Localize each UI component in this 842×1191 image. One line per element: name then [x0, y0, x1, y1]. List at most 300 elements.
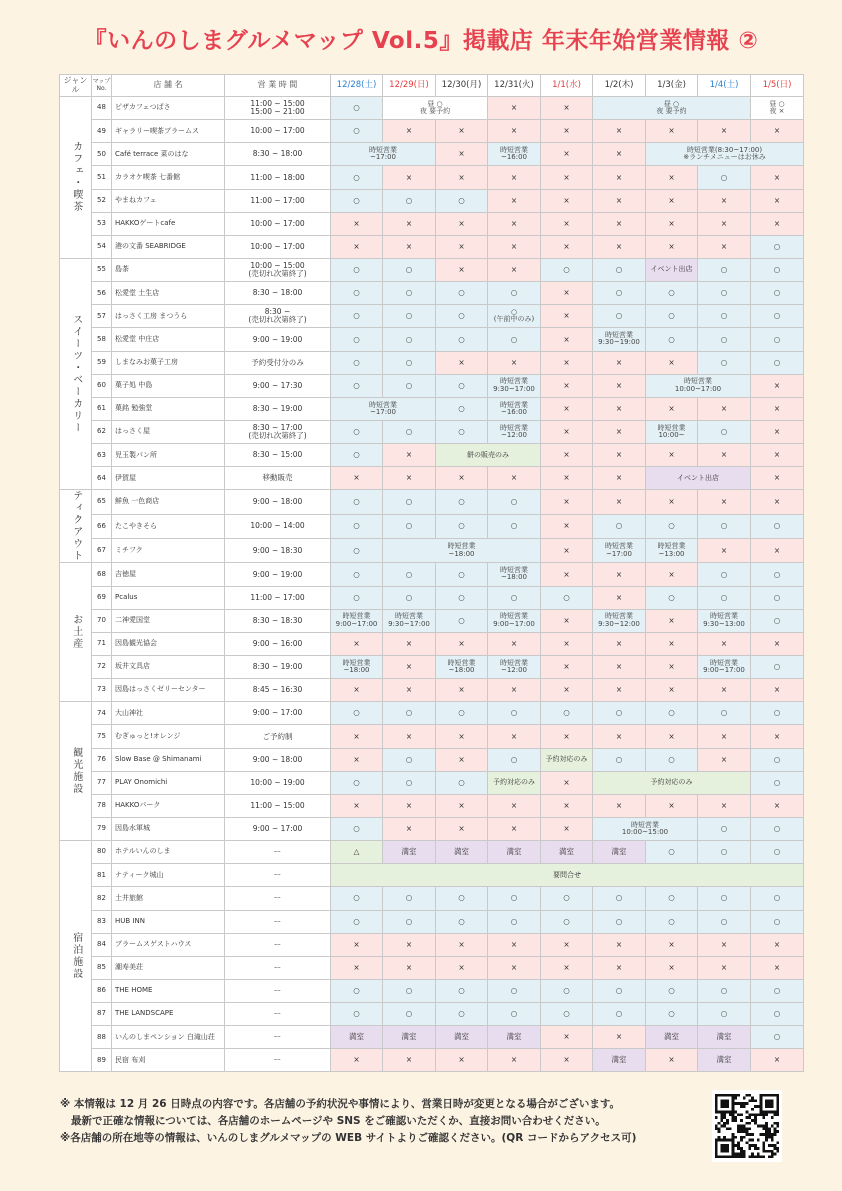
table-row: [60, 933, 804, 956]
genre-cell: [60, 97, 92, 259]
status-cell: ×: [331, 212, 383, 235]
business-hours: ー: [225, 979, 331, 1002]
status-cell: ×: [488, 933, 541, 956]
status-cell: ○: [541, 979, 593, 1002]
status-cell: ×: [331, 1049, 383, 1072]
status-cell: ×: [488, 725, 541, 748]
status-cell: ×: [488, 467, 541, 490]
map-number: 87: [92, 1003, 112, 1026]
status-cell: ○: [751, 586, 804, 609]
status-cell: ×: [383, 212, 436, 235]
map-number: 48: [92, 97, 112, 120]
status-cell: ×: [541, 1049, 593, 1072]
status-cell: ×: [593, 632, 646, 655]
status-cell: ×: [646, 725, 698, 748]
status-cell: ×: [383, 120, 436, 143]
status-cell: ×: [331, 679, 383, 702]
status-cell: ×: [593, 794, 646, 817]
note-line: 最新で正確な情報については、各店舗のホームページや SNS をご確認いただくか、直接お問い合わせください。: [60, 1115, 606, 1127]
status-cell: ×: [593, 351, 646, 374]
status-cell: ×: [488, 351, 541, 374]
status-cell: ×: [698, 235, 751, 258]
status-cell: ○: [541, 702, 593, 725]
map-number: 63: [92, 444, 112, 467]
status-cell: ×: [698, 397, 751, 420]
status-cell: 時短営業 9:30~19:00: [593, 328, 646, 351]
status-cell: ○: [383, 702, 436, 725]
map-number: 85: [92, 956, 112, 979]
status-cell: ×: [541, 212, 593, 235]
status-cell: 時短営業 9:30~13:00: [698, 609, 751, 632]
status-cell: ○: [698, 979, 751, 1002]
shop-name: カラオケ喫茶 七番館: [112, 166, 225, 189]
status-cell: ×: [488, 679, 541, 702]
table-row: [60, 235, 804, 258]
map-number: 52: [92, 189, 112, 212]
table-row: [60, 189, 804, 212]
status-cell: ○: [698, 305, 751, 328]
status-cell: ○: [331, 586, 383, 609]
status-cell: ×: [751, 794, 804, 817]
business-hours: ー: [225, 864, 331, 887]
status-cell: ×: [383, 632, 436, 655]
status-cell: 時短営業 9:00~17:00: [331, 609, 383, 632]
genre-cell: [60, 841, 92, 1072]
status-cell: ○: [436, 328, 488, 351]
status-cell: 満室: [593, 841, 646, 864]
status-cell: ×: [593, 166, 646, 189]
status-cell: ×: [383, 725, 436, 748]
shop-name: 松愛堂 土生店: [112, 282, 225, 305]
status-cell: 時短営業 ~13:00: [646, 539, 698, 563]
business-hours: 10:00 ~ 17:00: [225, 212, 331, 235]
page-title: 『いんのしまグルメマップ Vol.5』掲載店 年末年始営業情報 ②: [83, 28, 759, 54]
shop-name: 因島水軍城: [112, 817, 225, 840]
table-row: [60, 1026, 804, 1049]
genre-label: 宿泊施設: [70, 932, 82, 981]
status-cell: ○: [383, 189, 436, 212]
status-cell: ○: [436, 979, 488, 1002]
status-cell: ×: [698, 444, 751, 467]
status-cell: ○: [698, 166, 751, 189]
table-row: [60, 539, 804, 563]
status-cell: ○: [331, 351, 383, 374]
status-cell: ○: [331, 514, 383, 538]
status-cell: ×: [751, 956, 804, 979]
status-cell: ×: [751, 120, 804, 143]
shop-name: 民宿 布刈: [112, 1049, 225, 1072]
status-cell: ○: [383, 420, 436, 443]
status-cell: △: [331, 841, 383, 864]
status-cell: ×: [541, 771, 593, 794]
status-cell: ○: [488, 586, 541, 609]
status-cell: ×: [383, 956, 436, 979]
status-cell: ×: [751, 420, 804, 443]
status-cell: ○: [751, 235, 804, 258]
status-cell: ×: [646, 794, 698, 817]
status-cell: ×: [646, 679, 698, 702]
status-cell: ○: [331, 1003, 383, 1026]
status-cell: ○: [331, 979, 383, 1002]
map-number: 84: [92, 933, 112, 956]
status-cell: ○: [698, 563, 751, 586]
status-cell: ×: [436, 1049, 488, 1072]
status-cell: ○: [331, 490, 383, 514]
status-cell: ×: [488, 189, 541, 212]
shop-name: はっさく工房 まつうら: [112, 305, 225, 328]
business-hours: ー: [225, 956, 331, 979]
status-cell: ×: [646, 189, 698, 212]
status-cell: ○: [698, 258, 751, 281]
status-cell: ×: [488, 258, 541, 281]
genre-label: 観光施設: [70, 747, 82, 796]
map-number: 77: [92, 771, 112, 794]
shop-name: 松愛堂 中庄店: [112, 328, 225, 351]
status-cell: ○: [751, 771, 804, 794]
status-cell: 満室: [436, 1026, 488, 1049]
status-cell: ×: [541, 282, 593, 305]
status-cell: ×: [541, 609, 593, 632]
status-cell: ×: [646, 166, 698, 189]
status-cell: ○: [646, 979, 698, 1002]
genre-cell: [60, 563, 92, 702]
status-cell: ×: [541, 189, 593, 212]
status-cell: 時短営業 ~18:00: [331, 655, 383, 678]
status-cell: 時短営業(8:30~17:00) ※ランチメニューはお休み: [646, 143, 804, 166]
business-hours: 9:00 ~ 18:00: [225, 490, 331, 514]
status-cell: ×: [436, 120, 488, 143]
map-number: 88: [92, 1026, 112, 1049]
status-cell: ×: [488, 956, 541, 979]
status-cell: ○: [593, 748, 646, 771]
status-cell: ○: [488, 748, 541, 771]
status-cell: ×: [593, 143, 646, 166]
status-cell: ○: [383, 282, 436, 305]
status-cell: ×: [541, 166, 593, 189]
status-cell: ○: [383, 586, 436, 609]
status-cell: ×: [698, 748, 751, 771]
status-cell: ○: [646, 1003, 698, 1026]
status-cell: 満室: [436, 841, 488, 864]
shop-name: 坂井文具店: [112, 655, 225, 678]
status-cell: ×: [541, 305, 593, 328]
status-cell: ○: [698, 586, 751, 609]
status-cell: ○: [751, 910, 804, 933]
business-hours: 8:30 ~ 17:00 (売切れ次第終了): [225, 420, 331, 443]
status-cell: ○: [751, 258, 804, 281]
status-cell: ×: [331, 956, 383, 979]
status-cell: 満室: [383, 841, 436, 864]
status-cell: イベント出店: [646, 467, 751, 490]
status-cell: ○: [541, 586, 593, 609]
business-hours: 9:00 ~ 19:00: [225, 328, 331, 351]
status-cell: ○: [751, 817, 804, 840]
table-row: [60, 143, 804, 166]
status-cell: 時短営業 10:00~17:00: [646, 374, 751, 397]
status-cell: ×: [646, 933, 698, 956]
status-cell: 時短営業 ~18:00: [436, 655, 488, 678]
business-hours: ー: [225, 1049, 331, 1072]
status-cell: 時短営業 ~17:00: [331, 143, 436, 166]
status-cell: ×: [488, 1049, 541, 1072]
status-cell: ×: [383, 467, 436, 490]
status-cell: 満室: [593, 1049, 646, 1072]
status-cell: ×: [331, 748, 383, 771]
status-cell: ○: [698, 817, 751, 840]
business-hours: 8:30 ~ (売切れ次第終了): [225, 305, 331, 328]
shop-name: 菓銘 勉強堂: [112, 397, 225, 420]
status-cell: ○: [436, 374, 488, 397]
shop-name: ギャラリー喫茶ブラームス: [112, 120, 225, 143]
table-row: [60, 655, 804, 678]
status-cell: ○: [751, 1003, 804, 1026]
status-cell: ×: [436, 679, 488, 702]
status-cell: ○: [331, 702, 383, 725]
status-cell: ×: [436, 351, 488, 374]
map-number: 58: [92, 328, 112, 351]
table-body: [60, 97, 804, 1072]
status-cell: ○: [698, 1003, 751, 1026]
status-cell: ×: [541, 97, 593, 120]
status-cell: ○: [331, 328, 383, 351]
table-row: [60, 632, 804, 655]
status-cell: ×: [436, 143, 488, 166]
status-cell: 満室: [488, 841, 541, 864]
table-row: [60, 374, 804, 397]
status-cell: ×: [593, 374, 646, 397]
status-cell: ×: [646, 563, 698, 586]
genre-label: ティクアウト: [70, 490, 82, 563]
status-cell: 満室: [331, 1026, 383, 1049]
status-cell: 満室: [383, 1026, 436, 1049]
status-cell: ×: [436, 235, 488, 258]
status-cell: ○: [751, 328, 804, 351]
map-number: 49: [92, 120, 112, 143]
status-cell: ○: [698, 514, 751, 538]
status-cell: 時短営業 9:30~17:00: [488, 374, 541, 397]
status-cell: ×: [541, 467, 593, 490]
business-hours: 8:30 ~ 19:00: [225, 397, 331, 420]
status-cell: 満室: [698, 1026, 751, 1049]
status-cell: ×: [436, 467, 488, 490]
status-cell: ×: [488, 212, 541, 235]
status-cell: ×: [541, 817, 593, 840]
shop-name: Pcalus: [112, 586, 225, 609]
business-hours: 10:00 ~ 19:00: [225, 771, 331, 794]
status-cell: ○: [698, 351, 751, 374]
notes: [60, 1096, 700, 1147]
table-header: [60, 75, 804, 97]
map-number: 59: [92, 351, 112, 374]
shop-name: THE LANDSCAPE: [112, 1003, 225, 1026]
status-cell: ○: [383, 1003, 436, 1026]
status-cell: ×: [646, 444, 698, 467]
status-cell: ×: [436, 166, 488, 189]
map-number: 53: [92, 212, 112, 235]
shop-name: 鮮魚 一色商店: [112, 490, 225, 514]
status-cell: ×: [331, 632, 383, 655]
shop-name: 港の文番 SEABRIDGE: [112, 235, 225, 258]
status-cell: ○: [436, 887, 488, 910]
status-cell: ○: [383, 328, 436, 351]
status-cell: ○: [646, 328, 698, 351]
status-cell: ×: [751, 467, 804, 490]
status-cell: 時短営業 ~17:00: [331, 397, 436, 420]
status-cell: ○: [751, 841, 804, 864]
status-cell: ×: [541, 725, 593, 748]
status-cell: ×: [541, 235, 593, 258]
status-cell: ○: [331, 189, 383, 212]
status-cell: ○: [698, 702, 751, 725]
table-row: [60, 328, 804, 351]
shop-name: しまなみお菓子工房: [112, 351, 225, 374]
status-cell: ○: [751, 563, 804, 586]
status-cell: ×: [436, 794, 488, 817]
table-row: [60, 910, 804, 933]
status-cell: ×: [541, 933, 593, 956]
status-cell: ×: [751, 1049, 804, 1072]
status-cell: ○: [698, 420, 751, 443]
status-cell: ×: [541, 420, 593, 443]
shop-name: 因島観光協会: [112, 632, 225, 655]
table-row: [60, 771, 804, 794]
shop-name: HAKKOゲートcafe: [112, 212, 225, 235]
shop-name: むぎゅっと!オレンジ: [112, 725, 225, 748]
shop-name: ピザカフェつばさ: [112, 97, 225, 120]
business-hours: 8:30 ~ 18:00: [225, 143, 331, 166]
map-number: 51: [92, 166, 112, 189]
status-cell: ○: [436, 420, 488, 443]
status-cell: ×: [541, 490, 593, 514]
status-cell: ○: [383, 979, 436, 1002]
status-cell: ×: [541, 539, 593, 563]
business-hours: 9:00 ~ 18:30: [225, 539, 331, 563]
status-cell: ×: [488, 794, 541, 817]
map-number: 86: [92, 979, 112, 1002]
status-cell: ×: [541, 397, 593, 420]
status-cell: ○: [383, 771, 436, 794]
map-number: 72: [92, 655, 112, 678]
status-cell: ×: [488, 120, 541, 143]
status-cell: ×: [488, 632, 541, 655]
status-cell: ×: [751, 539, 804, 563]
shop-name: 大山神社: [112, 702, 225, 725]
genre-cell: [60, 702, 92, 841]
status-cell: ○: [331, 282, 383, 305]
status-cell: ○: [593, 702, 646, 725]
table-row: [60, 609, 804, 632]
status-cell: ○: [331, 539, 383, 563]
map-number: 83: [92, 910, 112, 933]
status-cell: ×: [488, 817, 541, 840]
status-cell: ○: [646, 841, 698, 864]
status-cell: ○: [383, 563, 436, 586]
business-hours: 11:00 ~ 15:00: [225, 794, 331, 817]
status-cell: ×: [646, 212, 698, 235]
status-cell: ○: [331, 910, 383, 933]
genre-cell: [60, 258, 92, 489]
status-cell: ×: [698, 120, 751, 143]
status-cell: ○: [646, 305, 698, 328]
table-row: [60, 1003, 804, 1026]
status-cell: 予約対応のみ: [593, 771, 751, 794]
map-number: 89: [92, 1049, 112, 1072]
shop-name: 潮寿美荘: [112, 956, 225, 979]
status-cell: ○: [593, 305, 646, 328]
status-cell: ×: [593, 189, 646, 212]
map-number: 69: [92, 586, 112, 609]
status-cell: ○: [436, 609, 488, 632]
table-row: [60, 725, 804, 748]
table-row: [60, 351, 804, 374]
status-cell: ○: [541, 258, 593, 281]
map-number: 64: [92, 467, 112, 490]
status-cell: 時短営業 ~16:00: [488, 397, 541, 420]
status-cell: ×: [698, 725, 751, 748]
status-cell: ○: [593, 258, 646, 281]
status-cell: ○: [646, 586, 698, 609]
status-cell: ○ (午前中のみ): [488, 305, 541, 328]
table-row: [60, 420, 804, 443]
status-cell: ×: [436, 258, 488, 281]
qr-code[interactable]: [712, 1090, 782, 1162]
status-cell: ×: [436, 956, 488, 979]
status-cell: ×: [593, 725, 646, 748]
status-cell: 要問合せ: [331, 864, 804, 887]
status-cell: ×: [593, 420, 646, 443]
map-number: 60: [92, 374, 112, 397]
status-cell: 時短営業 9:00~17:00: [698, 655, 751, 678]
status-cell: ○: [593, 282, 646, 305]
status-cell: ○: [488, 490, 541, 514]
status-cell: ×: [436, 933, 488, 956]
status-cell: ×: [488, 97, 541, 120]
status-cell: ○: [488, 702, 541, 725]
status-cell: 時短営業 9:30~12:00: [593, 609, 646, 632]
business-hours: 8:45 ~ 16:30: [225, 679, 331, 702]
status-cell: ×: [541, 351, 593, 374]
status-cell: ×: [593, 397, 646, 420]
shop-name: ナティーク城山: [112, 864, 225, 887]
map-number: 67: [92, 539, 112, 563]
status-cell: ○: [383, 514, 436, 538]
status-cell: ○: [436, 563, 488, 586]
map-number: 80: [92, 841, 112, 864]
status-cell: ○: [698, 910, 751, 933]
status-cell: ×: [593, 933, 646, 956]
status-cell: ×: [593, 467, 646, 490]
status-cell: ○: [751, 1026, 804, 1049]
table-row: [60, 1049, 804, 1072]
status-cell: ○: [751, 609, 804, 632]
genre-label: カフェ・喫茶: [70, 141, 82, 214]
map-number: 65: [92, 490, 112, 514]
status-cell: ○: [751, 979, 804, 1002]
status-cell: ×: [698, 539, 751, 563]
status-cell: ○: [593, 910, 646, 933]
status-cell: ○: [331, 374, 383, 397]
status-cell: ×: [541, 514, 593, 538]
status-cell: ×: [541, 679, 593, 702]
status-cell: ×: [751, 374, 804, 397]
shop-name: Café terrace 菜のはな: [112, 143, 225, 166]
status-cell: 満室: [488, 1026, 541, 1049]
status-cell: ○: [541, 887, 593, 910]
shop-name: 二神愛国堂: [112, 609, 225, 632]
status-cell: 時短営業 ~17:00: [593, 539, 646, 563]
status-cell: ○: [698, 328, 751, 351]
status-cell: 時短営業 9:00~17:00: [488, 609, 541, 632]
